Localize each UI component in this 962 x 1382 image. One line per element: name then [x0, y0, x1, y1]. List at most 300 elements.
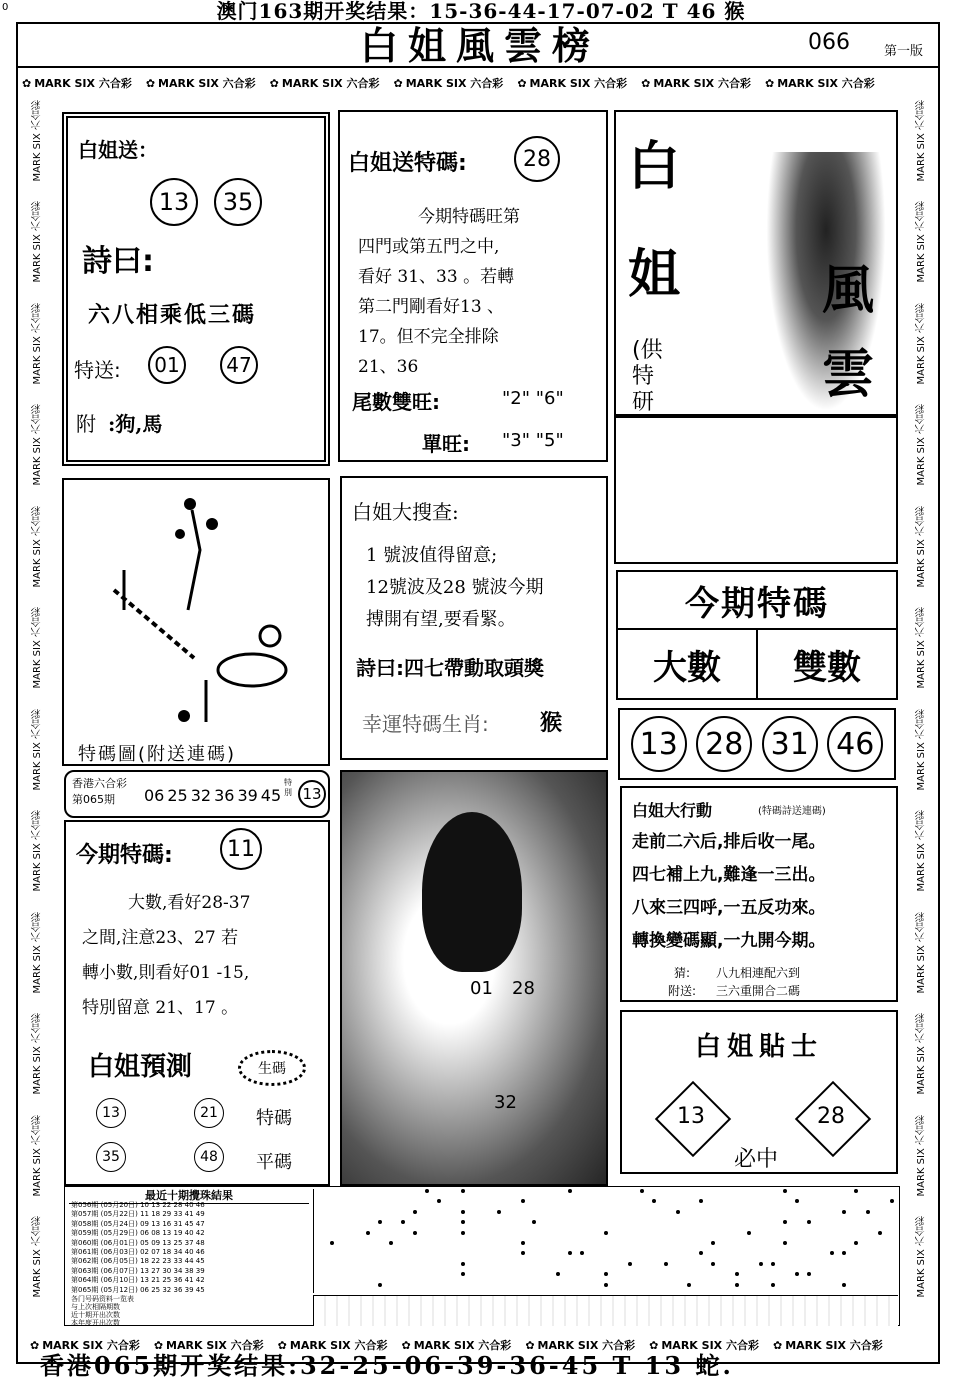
grid-cell: [672, 1210, 684, 1220]
grid-cell: [743, 1251, 755, 1261]
grid-cell: [576, 1189, 588, 1199]
box6-title: 白姐大行動: [632, 801, 713, 820]
grid-cell: [326, 1272, 338, 1282]
grid-cell: [445, 1251, 457, 1261]
top-result-banner: 澳门163期开奖结果：15-36-44-17-07-02 T 46 猴: [216, 0, 746, 23]
grid-cell: [695, 1189, 707, 1199]
grid-cell: [874, 1220, 886, 1230]
grid-cell: [767, 1283, 779, 1293]
drawn-number-dot: [413, 1210, 417, 1214]
grid-cell: [624, 1199, 636, 1209]
drawn-number-dot: [461, 1231, 465, 1235]
drawn-number-dot: [807, 1220, 811, 1224]
drawn-number-dot: [807, 1272, 811, 1276]
box6-body: 走前二六后,排后收一尾。 四七補上九,難逢一三出。 八來三四呼,一五反功來。 轉換變碼顯,一九開今期。: [632, 832, 826, 951]
grid-cell: [791, 1189, 803, 1199]
grid-cell: [600, 1210, 612, 1220]
box2-body: 今期特碼旺第 四門或第五門之中, 看好 31、33 。若轉 第二門剛看好13 、 17。但不完全排除 21、36: [358, 207, 520, 377]
hk-result-strip: [64, 770, 330, 818]
grid-cell: [862, 1189, 874, 1199]
predict-row-label: 特碼: [256, 1108, 292, 1129]
grid-cell: [421, 1189, 433, 1199]
grid-cell: [481, 1231, 493, 1241]
grid-cell: [695, 1251, 707, 1261]
grid-cell: [803, 1283, 815, 1293]
grid-cell: [362, 1283, 374, 1293]
grid-cell: [826, 1210, 838, 1220]
grid-cell: [683, 1272, 695, 1282]
grid-cell: [350, 1189, 362, 1199]
number-circle: 01: [148, 346, 186, 384]
grid-cell: [683, 1199, 695, 1209]
grid-cell: [874, 1283, 886, 1293]
table-row: 第063期 (06月07日) 13 27 30 34 38 39: [71, 1266, 205, 1275]
grid-cell: [815, 1251, 827, 1261]
grid-cell: [731, 1283, 743, 1293]
hk-result-nums: 06 25 32 36 39 45: [144, 786, 282, 805]
box-baijie-tips: [620, 1010, 898, 1174]
grid-cell: [433, 1241, 445, 1251]
grid-cell: [481, 1272, 493, 1282]
grid-cell: [636, 1220, 648, 1230]
drawn-number-dot: [783, 1220, 787, 1224]
grid-cell: [815, 1241, 827, 1251]
grid-cell: [505, 1272, 517, 1282]
grid-cell: [850, 1272, 862, 1282]
photo-2-num: 01: [470, 978, 493, 999]
photo-2-num: 32: [494, 1092, 517, 1113]
grid-cell: [552, 1231, 564, 1241]
grid-cell: [409, 1231, 421, 1241]
grid-cell: [409, 1251, 421, 1261]
ticker-item: ✿ MARK SIX 六合彩: [277, 1338, 388, 1352]
grid-cell: [850, 1220, 862, 1230]
box5-title: 今期特碼:: [76, 843, 173, 868]
number-circle: 46: [827, 716, 883, 772]
grid-cell: [731, 1189, 743, 1199]
grid-cell: [731, 1241, 743, 1251]
ticker-item: ✿ MARK SIX 六合彩: [401, 1338, 512, 1352]
grid-cell: [338, 1189, 350, 1199]
grid-cell: [695, 1210, 707, 1220]
grid-cell: [612, 1199, 624, 1209]
grid-cell: [445, 1189, 457, 1199]
grid-cell: [457, 1220, 469, 1230]
grid-cell: [826, 1251, 838, 1261]
grid-cell: [529, 1272, 541, 1282]
grid-cell: [648, 1272, 660, 1282]
grid-cell: [886, 1241, 898, 1251]
grid-cell: [314, 1262, 326, 1272]
grid-cell: [791, 1262, 803, 1272]
gift-label: 附送:: [668, 984, 697, 998]
grid-cell: [529, 1283, 541, 1293]
grid-cell: [874, 1210, 886, 1220]
grid-cell: [683, 1231, 695, 1241]
grid-cell: [540, 1189, 552, 1199]
grid-cell: [838, 1283, 850, 1293]
drawn-number-dot: [437, 1199, 441, 1203]
grid-cell: [469, 1241, 481, 1251]
grid-cell: [386, 1283, 398, 1293]
tema-picture-caption: 特碼圖(附送連碼): [78, 744, 237, 765]
predict-row-label: 平碼: [256, 1152, 292, 1173]
ticker-item: ✿ MARK SIX 六合彩: [525, 1338, 636, 1352]
grid-cell: [874, 1262, 886, 1272]
attach-text: :狗,馬: [108, 412, 163, 436]
grid-cell: [874, 1251, 886, 1261]
grid-cell: [624, 1210, 636, 1220]
drawn-number-dot: [842, 1251, 846, 1255]
grid-cell: [552, 1262, 564, 1272]
grid-cell: [457, 1199, 469, 1209]
ticker-item: ✿ MARK SIX 六合彩: [641, 76, 751, 90]
grid-cell: [409, 1241, 421, 1251]
grid-cell: [576, 1283, 588, 1293]
grid-cell: [517, 1189, 529, 1199]
grid-cell: [469, 1272, 481, 1282]
grid-cell: [815, 1262, 827, 1272]
grid-cell: [695, 1262, 707, 1272]
grid-cell: [564, 1189, 576, 1199]
grid-cell: [779, 1251, 791, 1261]
grid-cell: [350, 1241, 362, 1251]
grid-cell: [612, 1241, 624, 1251]
grid-cell: [779, 1231, 791, 1241]
grid-cell: [660, 1220, 672, 1230]
four-number-box: [618, 708, 896, 780]
grid-cell: [469, 1262, 481, 1272]
grid-cell: [481, 1283, 493, 1293]
tail-label: 尾數雙旺:: [352, 390, 440, 414]
grid-cell: [529, 1262, 541, 1272]
ticker-item: ✿ MARK SIX 六合彩: [30, 1338, 140, 1352]
grid-cell: [755, 1272, 767, 1282]
grid-cell: [588, 1262, 600, 1272]
grid-cell: [862, 1231, 874, 1241]
grid-cell: [838, 1251, 850, 1261]
grid-cell: [505, 1251, 517, 1261]
drawn-number-dot: [401, 1220, 405, 1224]
ticker-item: ✿ MARK SIX 六合彩: [393, 76, 504, 90]
grid-cell: [612, 1231, 624, 1241]
grid-cell: [862, 1199, 874, 1209]
grid-cell: [552, 1199, 564, 1209]
grid-cell: [719, 1283, 731, 1293]
tip-num: 13: [677, 1104, 705, 1129]
grid-cell: [350, 1262, 362, 1272]
grid-cell: [493, 1189, 505, 1199]
drawn-number-dot: [521, 1241, 525, 1245]
grid-cell: [445, 1241, 457, 1251]
drawn-number-dot: [568, 1189, 572, 1193]
grid-cell: [815, 1220, 827, 1230]
grid-cell: [707, 1231, 719, 1241]
grid-cell: [803, 1199, 815, 1209]
grid-cell: [791, 1272, 803, 1282]
grid-cell: [838, 1231, 850, 1241]
drawn-number-dot: [378, 1220, 382, 1224]
tema-title: 今期特碼: [685, 584, 829, 624]
grid-cell: [433, 1231, 445, 1241]
table-footer: 各门号码资料一览表 与上次相隔期数 近十期开出次数 本年度开出次数: [71, 1295, 134, 1327]
grid-cell: [397, 1199, 409, 1209]
grid-cell: [767, 1251, 779, 1261]
grid-cell: [445, 1283, 457, 1293]
tip-num: 28: [817, 1104, 845, 1129]
guess-text: 八九相連配六到: [716, 966, 801, 980]
grid-cell: [779, 1199, 791, 1209]
grid-cell: [826, 1231, 838, 1241]
grid-cell: [707, 1241, 719, 1251]
grid-cell: [874, 1199, 886, 1209]
grid-cell: [314, 1189, 326, 1199]
grid-cell: [469, 1231, 481, 1241]
grid-cell: [493, 1262, 505, 1272]
grid-cell: [600, 1251, 612, 1261]
box4-title: 白姐大搜查:: [352, 500, 459, 524]
grid-cell: [362, 1231, 374, 1241]
grid-cell: [648, 1220, 660, 1230]
ticker-item: ✿ MARK SIX 六合彩: [649, 1338, 759, 1352]
grid-cell: [707, 1272, 719, 1282]
grid-cell: [672, 1241, 684, 1251]
grid-cell: [779, 1272, 791, 1282]
grid-cell: [767, 1262, 779, 1272]
grid-cell: [409, 1220, 421, 1230]
grid-cell: [600, 1272, 612, 1282]
grid-cell: [719, 1189, 731, 1199]
drawn-number-dot: [699, 1251, 703, 1255]
grid-cell: [421, 1231, 433, 1241]
box-baijie-action: [620, 786, 898, 1002]
drawn-number-dot: [389, 1241, 393, 1245]
grid-cell: [457, 1210, 469, 1220]
grid-cell: [397, 1220, 409, 1230]
drawn-number-dot: [699, 1199, 703, 1203]
grid-cell: [683, 1220, 695, 1230]
grid-cell: [695, 1283, 707, 1293]
grid-cell: [529, 1231, 541, 1241]
grid-cell: [600, 1189, 612, 1199]
grid-cell: [564, 1199, 576, 1209]
grid-cell: [862, 1262, 874, 1272]
grid-cell: [719, 1241, 731, 1251]
grid-cell: [660, 1272, 672, 1282]
grid-cell: [326, 1189, 338, 1199]
grid-cell: [672, 1220, 684, 1230]
grid-cell: [481, 1189, 493, 1199]
grid-cell: [755, 1199, 767, 1209]
grid-cell: [779, 1220, 791, 1230]
grid-cell: [505, 1283, 517, 1293]
grid-cell: [767, 1272, 779, 1282]
grid-cell: [850, 1231, 862, 1241]
grid-cell: [517, 1210, 529, 1220]
grid-cell: [612, 1283, 624, 1293]
grid-cell: [386, 1241, 398, 1251]
grid-cell: [779, 1210, 791, 1220]
grid-cell: [445, 1210, 457, 1220]
grid-cell: [505, 1210, 517, 1220]
grid-cell: [672, 1272, 684, 1282]
drawn-number-dot: [854, 1189, 858, 1193]
grid-cell: [648, 1251, 660, 1261]
grid-cell: [552, 1283, 564, 1293]
grid-cell: [731, 1251, 743, 1261]
grid-cell: [374, 1241, 386, 1251]
grid-cell: [469, 1251, 481, 1261]
grid-cell: [338, 1283, 350, 1293]
number-circle: 35: [96, 1142, 126, 1172]
grid-cell: [529, 1251, 541, 1261]
grid-cell: [457, 1262, 469, 1272]
bottom-result-banner: 香港065期开奖结果:32-25-06-39-36-45 T 13 蛇.: [40, 1351, 734, 1380]
ticker-item: ✿ MARK SIX 六合彩: [772, 1338, 883, 1352]
grid-cell: [826, 1283, 838, 1293]
box7-title: 白姐貼士: [694, 1032, 823, 1062]
ticker-top: [22, 70, 906, 96]
box-this-issue-tema: [616, 570, 898, 700]
grid-cell: [374, 1220, 386, 1230]
grid-cell: [648, 1199, 660, 1209]
grid-cell: [481, 1262, 493, 1272]
grid-cell: [755, 1220, 767, 1230]
predict-title: 白姐預測: [88, 1052, 193, 1082]
grid-cell: [707, 1199, 719, 1209]
box-photo-feature: [614, 110, 898, 416]
grid-cell: [505, 1189, 517, 1199]
grid-cell: [517, 1251, 529, 1261]
grid-cell: [672, 1262, 684, 1272]
grid-cell: [683, 1262, 695, 1272]
grid-cell: [517, 1220, 529, 1230]
grid-cell: [636, 1199, 648, 1209]
grid-cell: [338, 1241, 350, 1251]
grid-cell: [576, 1220, 588, 1230]
grid-cell: [374, 1272, 386, 1282]
grid-cell: [660, 1241, 672, 1251]
grid-cell: [886, 1283, 898, 1293]
grid-cell: [838, 1220, 850, 1230]
results-table: [64, 1186, 900, 1326]
grid-cell: [409, 1210, 421, 1220]
grid-cell: [683, 1241, 695, 1251]
grid-cell: [791, 1220, 803, 1230]
feature-char: 雲: [822, 344, 875, 405]
drawn-number-dot: [497, 1210, 501, 1214]
box-baijie-search: [340, 476, 608, 760]
tema-picture-illustration: [104, 490, 304, 722]
grid-cell: [791, 1210, 803, 1220]
grid-cell: [600, 1199, 612, 1209]
photo-2-figure: [422, 812, 522, 972]
grid-cell: [362, 1241, 374, 1251]
grid-cell: [386, 1231, 398, 1241]
grid-cell: [505, 1241, 517, 1251]
table-row: 第061期 (06月03日) 02 07 18 34 40 46: [71, 1248, 205, 1257]
grid-cell: [636, 1241, 648, 1251]
grid-cell: [421, 1283, 433, 1293]
edition-label: 第一版: [884, 44, 924, 59]
drawn-number-dot: [676, 1210, 680, 1214]
tip-note: 必中: [734, 1147, 779, 1172]
grid-cell: [493, 1210, 505, 1220]
grid-cell: [540, 1251, 552, 1261]
grid-cell: [886, 1272, 898, 1282]
grid-cell: [433, 1220, 445, 1230]
grid-cell: [755, 1251, 767, 1261]
grid-cell: [803, 1241, 815, 1251]
grid-cell: [600, 1231, 612, 1241]
drawn-number-dot: [568, 1251, 572, 1255]
grid-cell: [826, 1220, 838, 1230]
grid-cell: [552, 1241, 564, 1251]
grid-cell: [850, 1262, 862, 1272]
grid-cell: [362, 1220, 374, 1230]
table-row: 第062期 (06月05日) 18 22 23 33 44 45: [71, 1257, 205, 1266]
grid-cell: [409, 1272, 421, 1282]
box-tema-picture: [62, 478, 330, 766]
drawn-number-dot: [866, 1210, 870, 1214]
grid-cell: [683, 1189, 695, 1199]
grid-cell: [695, 1220, 707, 1230]
grid-cell: [695, 1231, 707, 1241]
table-row: 第056期 (05月20日) 10 13 22 28 40 46: [71, 1201, 205, 1209]
masthead-title: 白姐風雲榜: [359, 23, 600, 68]
grid-cell: [731, 1272, 743, 1282]
grid-cell: [397, 1262, 409, 1272]
drawn-number-dot: [366, 1231, 370, 1235]
grid-cell: [660, 1210, 672, 1220]
grid-cell: [886, 1231, 898, 1241]
grid-cell: [886, 1220, 898, 1230]
grid-cell: [552, 1189, 564, 1199]
grid-cell: [481, 1210, 493, 1220]
grid-cell: [493, 1241, 505, 1251]
ticker-item: ✿ MARK SIX 六合彩: [153, 1338, 264, 1352]
grid-cell: [850, 1251, 862, 1261]
drawn-number-dot: [461, 1210, 465, 1214]
grid-cell: [326, 1241, 338, 1251]
number-circle: 11: [220, 828, 262, 870]
drawn-number-dot: [461, 1262, 465, 1266]
grid-cell: [397, 1272, 409, 1282]
grid-cell: [469, 1210, 481, 1220]
grid-cell: [803, 1220, 815, 1230]
grid-cell: [564, 1231, 576, 1241]
table-title: 最近十期攪珠結果: [69, 1187, 309, 1204]
grid-cell: [815, 1272, 827, 1282]
grid-cell: [362, 1199, 374, 1209]
grid-cell: [552, 1210, 564, 1220]
drawn-number-dot: [556, 1272, 560, 1276]
grid-cell: [540, 1231, 552, 1241]
grid-cell: [374, 1189, 386, 1199]
grid-cell: [397, 1210, 409, 1220]
table-row: 第058期 (05月24日) 09 13 16 31 45 47: [71, 1219, 205, 1228]
grid-cell: [743, 1262, 755, 1272]
grid-cell: [683, 1210, 695, 1220]
grid-cell: [433, 1199, 445, 1209]
grid-cell: [719, 1251, 731, 1261]
grid-cell: [374, 1283, 386, 1293]
grid-cell: [803, 1189, 815, 1199]
grid-cell: [314, 1272, 326, 1282]
grid-cell: [338, 1210, 350, 1220]
grid-cell: [743, 1220, 755, 1230]
single-label: 單旺:: [422, 432, 470, 456]
